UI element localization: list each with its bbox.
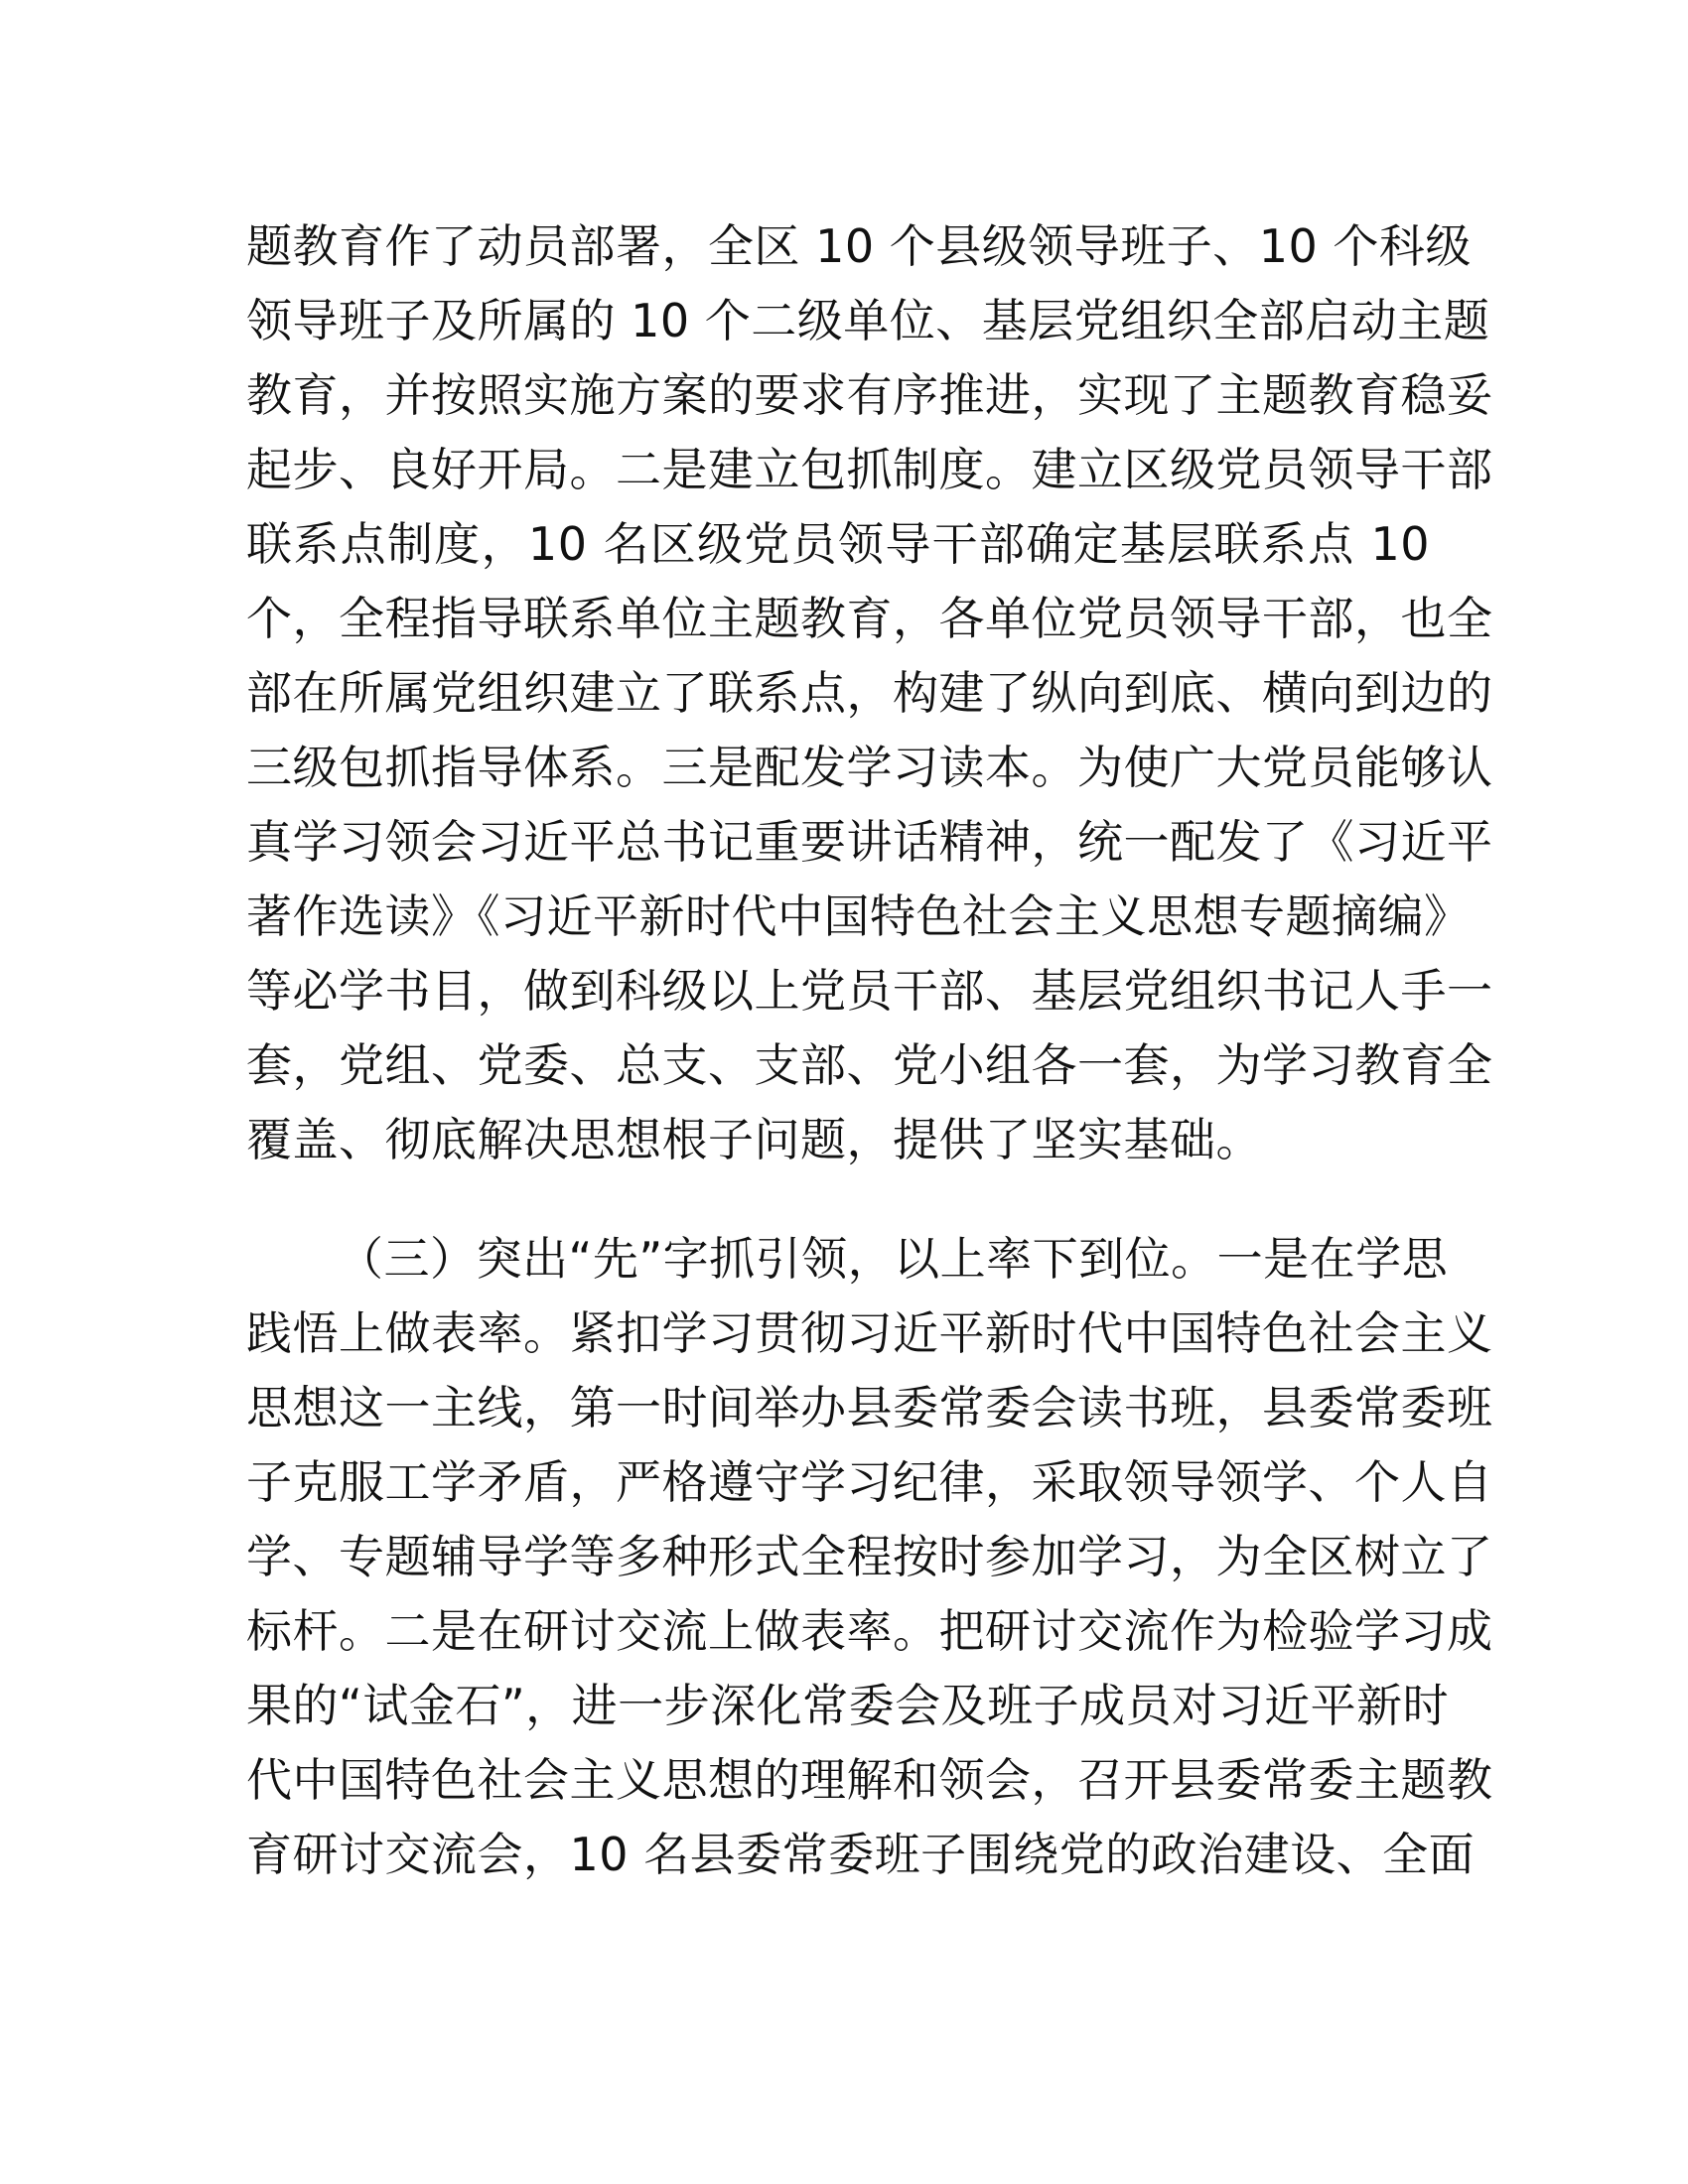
text-line: 学、专题辅导学等多种形式全程按时参加学习，为全区树立了 xyxy=(246,1530,1493,1583)
text-line: 教育，并按照实施方案的要求有序推进，实现了主题教育稳妥 xyxy=(246,368,1493,422)
text-line: 领导班子及所属的 10 个二级单位、基层党组织全部启动主题 xyxy=(246,294,1490,347)
text-line: 三级包抓指导体系。三是配发学习读本。为使广大党员能够认 xyxy=(246,741,1493,794)
section-heading-line: （三）突出“先”字抓引领，以上率下到位。一是在学思 xyxy=(338,1232,1449,1286)
text-line: 著作选读》《习近平新时代中国特色社会主义思想专题摘编》 xyxy=(246,889,1471,943)
text-line: 践悟上做表率。紧扣学习贯彻习近平新时代中国特色社会主义 xyxy=(246,1306,1493,1360)
text-line: 思想这一主线，第一时间举办县委常委会读书班，县委常委班 xyxy=(246,1381,1493,1434)
paragraph-1 xyxy=(246,209,1493,1177)
text-line: 标杆。二是在研讨交流上做表率。把研讨交流作为检验学习成 xyxy=(246,1604,1493,1658)
text-line: 联系点制度，10 名区级党员领导干部确定基层联系点 10 xyxy=(246,517,1430,571)
text-line: 题教育作了动员部署，全区 10 个县级领导班子、10 个科级 xyxy=(246,219,1472,273)
text-line: 等必学书目，做到科级以上党员干部、基层党组织书记人手一 xyxy=(246,964,1493,1018)
text-line: 果的“试金石”，进一步深化常委会及班子成员对习近平新时 xyxy=(246,1679,1450,1732)
text-line: 个，全程指导联系单位主题教育，各单位党员领导干部，也全 xyxy=(246,592,1493,645)
text-line: 真学习领会习近平总书记重要讲话精神，统一配发了《习近平 xyxy=(246,815,1493,869)
text-line: 套，党组、党委、总支、支部、党小组各一套，为学习教育全 xyxy=(246,1038,1493,1092)
text-line: 子克服工学矛盾，严格遵守学习纪律，采取领导领学、个人自 xyxy=(246,1455,1493,1509)
text-line: 代中国特色社会主义思想的理解和领会，召开县委常委主题教 xyxy=(246,1753,1493,1807)
text-line: 覆盖、彻底解决思想根子问题，提供了坚实基础。 xyxy=(246,1113,1262,1166)
text-line: 部在所属党组织建立了联系点，构建了纵向到底、横向到边的 xyxy=(246,666,1493,720)
paragraph-2 xyxy=(246,1222,1493,1892)
text-line: 育研讨交流会，10 名县委常委班子围绕党的政治建设、全面 xyxy=(246,1828,1476,1881)
text-line: 起步、良好开局。二是建立包抓制度。建立区级党员领导干部 xyxy=(246,443,1493,496)
